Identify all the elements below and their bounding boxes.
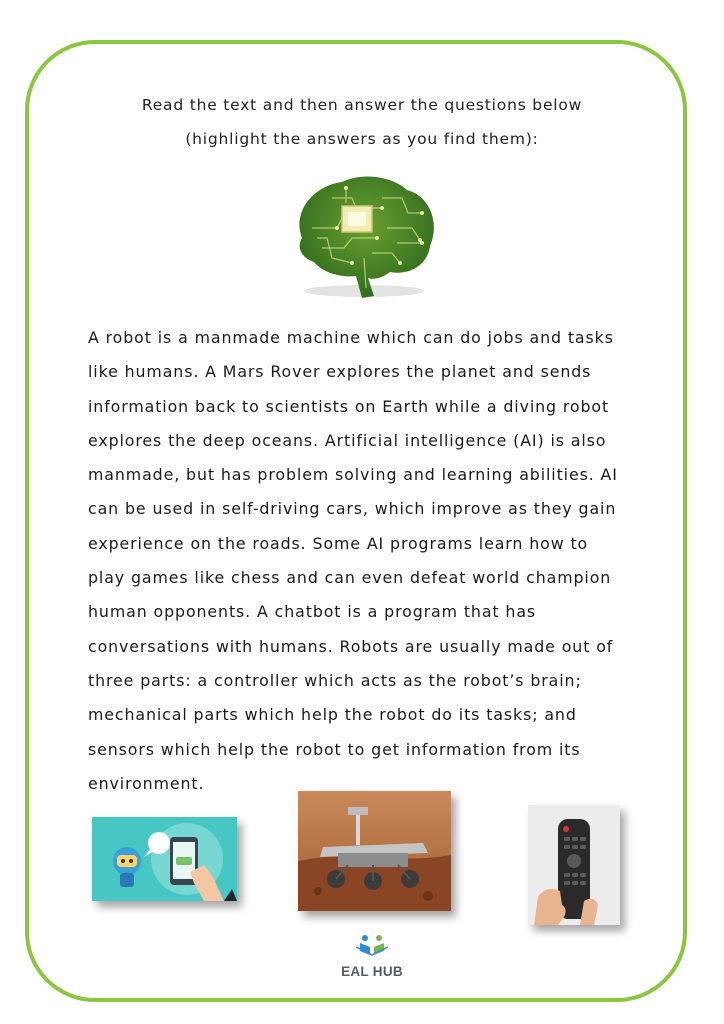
passage-line: three parts: a controller which acts as the robot’s brain; — [88, 670, 582, 690]
passage-line: play games like chess and can even defeat world champion — [88, 568, 612, 588]
passage-line: conversations with humans. Robots are usually made out of — [88, 636, 614, 656]
circuit-brain-image — [282, 168, 442, 303]
reading-passage — [88, 321, 658, 801]
passage-line: information back to scientists on Earth while a diving robot — [88, 396, 610, 416]
chatbot-illustration — [92, 817, 237, 901]
instruction-line-2: (highlight the answers as you find them): — [185, 130, 539, 148]
passage-line: explores the deep oceans. Artificial intelligence (AI) is also — [88, 430, 607, 450]
remote-control-photo — [528, 805, 620, 925]
passage-line: like humans. A Mars Rover explores the planet and sends — [88, 362, 592, 382]
passage-line: environment. — [88, 773, 205, 793]
passage-line: human opponents. A chatbot is a program that has — [88, 602, 537, 622]
instruction-line-1: Read the text and then answer the questions below — [141, 96, 583, 114]
passage-line: sensors which help the robot to get information from its — [88, 739, 581, 759]
passage-line: A robot is a manmade machine which can do jobs and tasks — [88, 328, 614, 347]
eal-hub-logo — [322, 933, 422, 978]
passage-line: manmade, but has problem solving and learning abilities. AI — [88, 465, 618, 485]
logo-text: EAL HUB — [341, 964, 403, 979]
passage-line: mechanical parts which help the robot do its tasks; and — [88, 705, 577, 725]
mars-rover-photo — [298, 791, 451, 911]
passage-line: experience on the roads. Some AI programs learn how to — [88, 533, 589, 553]
passage-line: can be used in self-driving cars, which improve as they gain — [88, 499, 617, 519]
book-people-icon — [352, 933, 392, 957]
